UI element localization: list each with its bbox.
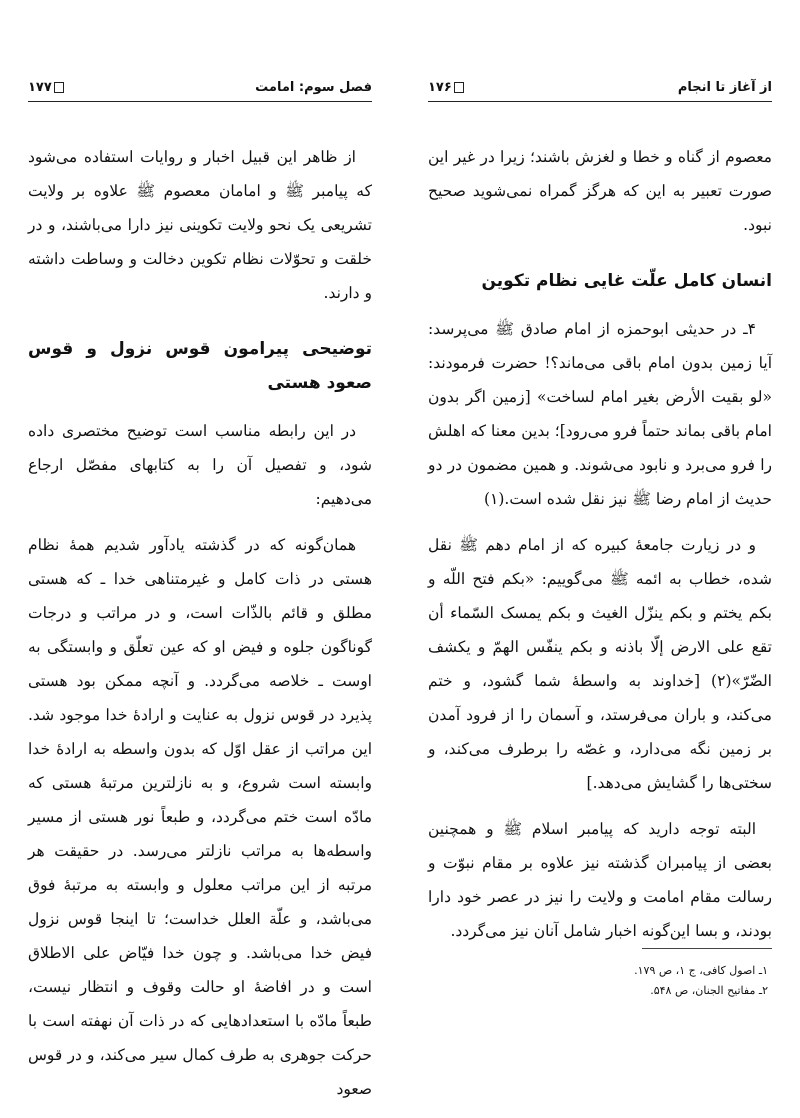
right-header-title: از آغاز تا انجام <box>677 80 772 95</box>
paragraph: از ظاهر این قبیل اخبار و روایات استفاده می‌شود که پیامبر ﷺ و امامان معصوم ﷺ علاوه بر ولایت تشریعی یک نحو ولایت تکوینی نیز دارا می‌باشند، و در خلقت و تحوّلات نظام تکوین دخالت و وساطت داشته و دارند. <box>28 148 372 302</box>
page-marker-icon <box>54 82 64 93</box>
section-heading: انسان کامل علّت غایی نظام تکوین <box>481 271 772 291</box>
footnotes <box>428 948 772 1001</box>
left-page-header <box>28 78 372 102</box>
footnote-rule <box>642 948 772 949</box>
left-header-title: فصل سوم: امامت <box>255 80 372 95</box>
paragraph: البته توجه دارید که پیامبر اسلام ﷺ و همچنین بعضی از پیامبران گذشته نیز علاوه بر مقام نبوّت و رسالت مقام امامت و ولایت را نیز در عصر خود دارا بودند، و بسا این‌گونه اخبار شامل آنان نیز می‌گردد. <box>428 820 772 940</box>
paragraph: معصوم از گناه و خطا و لغزش باشند؛ زیرا در غیر این صورت تعبیر به این که هرگز گمراه نمی‌شوید صحیح نبود. <box>428 148 772 234</box>
page-marker-icon <box>454 82 464 93</box>
left-page-body <box>28 140 372 1118</box>
paragraph: در این رابطه مناسب است توضیح مختصری داده شود، و تفصیل آن را به کتابهای مفصّل ارجاع می‌دهیم: <box>28 422 372 508</box>
section-heading: توضیحی پیرامون قوس نزول و قوس صعود هستی <box>28 339 372 393</box>
right-page-header <box>428 78 772 102</box>
footnote: ۱ـ اصول کافی، ج ۱، ص ۱۷۹. <box>634 964 768 977</box>
header-rule <box>428 101 772 102</box>
right-page-number: ۱۷۶ <box>428 80 452 95</box>
paragraph: ۴ـ در حدیثی ابوحمزه از امام صادق ﷺ می‌پرسد: آیا زمین بدون امام باقی می‌ماند؟! حضرت فرمودند: «لو بقیت الأرض بغیر امام لساخت» [زمین اگر بدون امام باقی بماند حتماً فرو می‌رود]؛ بدین معنا که اهلش را فرو می‌برد و نابود می‌شوند. و همین مضمون در دو حدیث از امام رضا ﷺ نیز نقل شده است.(۱) <box>428 320 772 508</box>
right-page-number-wrap <box>428 80 464 95</box>
paragraph: همان‌گونه که در گذشته یادآور شدیم همهٔ نظام هستی در ذات کامل و غیرمتناهی خدا ـ که هستی مطلق و قائم بالذّات است، و در مراتب و درجات گوناگون جلوه و فیض او که عین تعلّق و وابستگی به اوست ـ خلاصه می‌گردد. و آنچه ممکن بود هستی پذیرد در قوس نزول به عنایت و ارادهٔ خدا موجود شد. این مراتب از عقل اوّل که بدون واسطه به ارادهٔ خدا وابسته است شروع، و به نازلترین مرتبهٔ هستی که مادّه است ختم می‌گردد، و طبعاً نور هستی از مسیر واسطه‌ها به مراتب نازلتر می‌رسد. در حقیقت هر مرتبه از این مراتب معلول و وابسته به مرتبهٔ فوق می‌باشد، و علّة العلل خداست؛ تا اینجا قوس نزول فیض خدا می‌باشد. و چون خدا فیّاض علی الاطلاق است و در افاضهٔ او حالت وقوف و انتظار نیست، طبعاً مادّه با استعدادهایی که در ذات آن نهفته است با حرکت جوهری به طرف کمال سیر می‌کند، و در قوس صعود <box>28 536 372 1098</box>
right-page <box>400 0 800 1100</box>
left-page <box>0 0 400 1100</box>
header-rule <box>28 101 372 102</box>
footnote: ۲ـ مفاتیح الجنان، ص ۵۴۸. <box>650 984 768 997</box>
left-page-number: ۱۷۷ <box>28 80 52 95</box>
paragraph: و در زیارت جامعهٔ کبیره که از امام دهم ﷺ نقل شده، خطاب به ائمه ﷺ می‌گوییم: «بکم فتح اللّه و بکم یختم و بکم ینزّل الغیث و بکم یمسک السّماء أن تقع علی الارض إلّا باذنه و بکم ینفّس الهمّ و یکشف الضّرّ»(۲) [خداوند به واسطهٔ شما گشود، و ختم می‌کند، و باران می‌فرستد، و آسمان را از فرود آمدن بر زمین نگه می‌دارد، و غصّه را برطرف می‌کند، و سختی‌ها را گشایش می‌دهد.] <box>428 536 772 792</box>
left-page-number-wrap <box>28 80 64 95</box>
right-page-body <box>428 140 772 960</box>
